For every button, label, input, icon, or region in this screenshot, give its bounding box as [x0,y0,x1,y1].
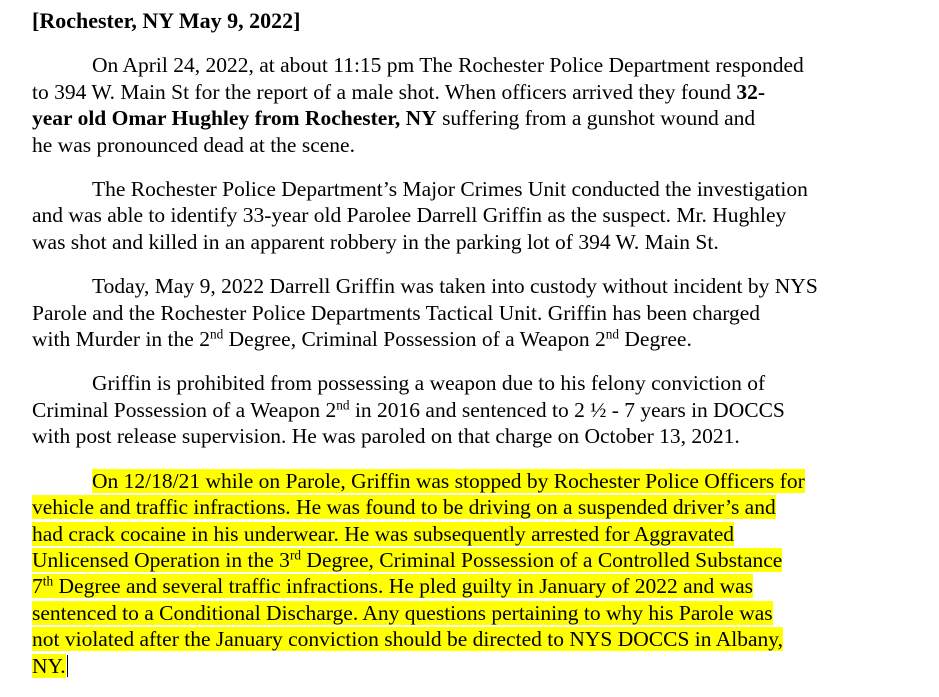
paragraph-line [32,600,939,626]
paragraph-line [32,468,939,494]
text-run: to 394 W. Main St for the report of a male shot. When officers arrived they found [32,79,737,104]
paragraph-line [32,326,939,352]
paragraph-line [32,397,939,423]
text-run: Degree. [619,327,692,352]
paragraph-line: with post release supervision. He was paroled on that charge on October 13, 2021. [32,424,740,449]
highlighted-text: had crack cocaine in his underwear. He was subsequently arrested for Aggravated [32,521,735,546]
dateline: [Rochester, NY May 9, 2022] [32,8,301,33]
highlighted-text: NY. [32,653,66,678]
paragraph-line: Griffin is prohibited from possessing a weapon due to his felony conviction of [92,371,766,396]
paragraph-line [32,626,939,652]
paragraph-line: Today, May 9, 2022 Darrell Griffin was taken into custody without incident by NYS [92,274,818,299]
text-run: Degree, Criminal Possession of a Weapon 2 [223,327,606,352]
bold-text: 32- [736,79,766,104]
paragraph-line: On April 24, 2022, at about 11:15 pm The Rochester Police Department responded [92,53,804,78]
paragraph-line [32,105,939,131]
paragraph-line [32,494,939,520]
paragraph-line: he was pronounced dead at the scene. [32,132,355,157]
paragraph-line [32,547,939,573]
paragraph-5-highlighted [32,468,939,679]
paragraph-line [32,653,939,679]
paragraph-line [32,79,939,105]
paragraph-line: Parole and the Rochester Police Departments Tactical Unit. Griffin has been charged [32,300,761,325]
text-run: 7 [32,574,43,599]
document-page [32,8,939,697]
text-run: with Murder in the 2 [32,327,210,352]
text-run: Degree, Criminal Possession of a Controlled Substance [301,547,783,572]
text-run: Criminal Possession of a Weapon 2 [32,397,337,422]
paragraph-line: was shot and killed in an apparent robbery in the parking lot of 394 W. Main St. [32,229,719,254]
text-run: suffering from a gunshot wound and [436,106,756,131]
paragraph-4 [32,370,939,449]
paragraph-line: The Rochester Police Department’s Major Crimes Unit conducted the investigation [92,177,808,202]
text-cursor [67,655,68,677]
superscript: nd [209,326,224,342]
highlighted-text: vehicle and traffic infractions. He was found to be driving on a suspended driver’s and [32,495,776,520]
highlighted-text: not violated after the January conviction should be directed to NYS DOCCS in Albany, [32,627,783,652]
superscript: rd [289,547,302,563]
superscript: nd [605,326,620,342]
superscript: th [42,573,54,589]
highlighted-text: sentenced to a Conditional Discharge. Any questions pertaining to why his Parole was [32,600,773,625]
paragraph-2 [32,176,939,255]
paragraph-line: and was able to identify 33-year old Parolee Darrell Griffin as the suspect. Mr. Hughley [32,203,787,228]
highlighted-text [32,574,753,598]
highlighted-text [32,548,782,572]
text-run: Degree and several traffic infractions. He pled guilty in January of 2022 and was [53,574,754,599]
text-run: in 2016 and sentenced to 2 ½ - 7 years in DOCCS [349,397,785,422]
highlighted-text: On 12/18/21 while on Parole, Griffin was stopped by Rochester Police Officers for [92,468,805,493]
text-run: Unlicensed Operation in the 3 [32,547,290,572]
paragraph-1 [32,52,939,158]
paragraph-line [32,573,939,599]
superscript: nd [336,397,350,413]
paragraph-line [32,521,939,547]
bold-text: year old Omar Hughley from Rochester, NY [32,106,437,131]
paragraph-3 [32,273,939,352]
